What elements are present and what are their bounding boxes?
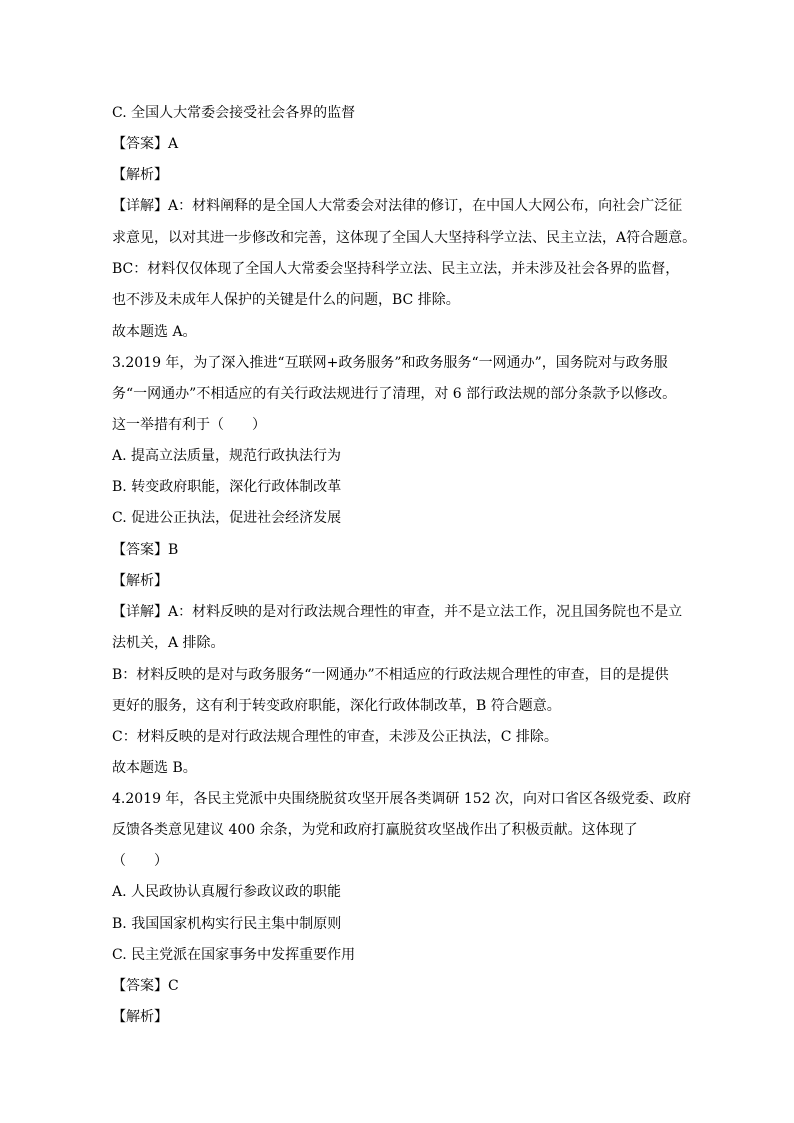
question-4-line-2: 反馈各类意见建议 400 余条，为党和政府打赢脱贫攻坚战作出了积极贡献。这体现了 [112, 822, 638, 838]
question-3-line-3: 这一举措有利于（ ） [112, 417, 266, 433]
option-b-q4: B. 我国国家机构实行民主集中制原则 [112, 916, 342, 932]
question-4-blank: （ ） [112, 853, 168, 869]
answer-q4: 【答案】C [112, 978, 179, 994]
detail-q3-line-5: C：材料反映的是对行政法规合理性的审查，未涉及公正执法，C 排除。 [112, 729, 558, 745]
option-c-q2: C. 全国人大常委会接受社会各界的监督 [112, 105, 356, 121]
detail-q2-line-3: BC：材料仅仅体现了全国人大常委会坚持科学立法、民主立法，并未涉及社会各界的监督， [112, 261, 680, 277]
option-b-q3: B. 转变政府职能，深化行政体制改革 [112, 479, 342, 495]
detail-q3-line-4: 更好的服务，这有利于转变政府职能，深化行政体制改革，B 符合题意。 [112, 698, 561, 714]
answer-q3: 【答案】B [112, 542, 179, 558]
option-c-q3: C. 促进公正执法，促进社会经济发展 [112, 510, 342, 526]
conclusion-q2: 故本题选 A。 [112, 324, 197, 340]
analysis-heading-q3: 【解析】 [112, 573, 168, 589]
option-a-q4: A. 人民政协认真履行参政议政的职能 [112, 884, 342, 900]
detail-q2-line-4: 也不涉及未成年人保护的关键是什么的问题，BC 排除。 [112, 292, 460, 308]
detail-q3-line-3: B：材料反映的是对与政务服务“一网通办”不相适应的行政法规合理性的审查，目的是提供 [112, 667, 669, 683]
analysis-heading-q4: 【解析】 [112, 1009, 168, 1025]
question-3-line-1: 3.2019 年，为了深入推进“互联网+政务服务”和政务服务“一网通办”，国务院对与政务服 [112, 355, 668, 371]
conclusion-q3: 故本题选 B。 [112, 760, 197, 776]
option-a-q3: A. 提高立法质量，规范行政执法行为 [112, 448, 342, 464]
detail-q2-line-2: 求意见，以对其进一步修改和完善，这体现了全国人大坚持科学立法、民主立法，A符合题意。 [112, 230, 697, 246]
question-4-line-1: 4.2019 年，各民主党派中央围绕脱贫攻坚开展各类调研 152 次，向对口省区各级党委、政府 [112, 791, 692, 807]
question-3-line-2: 务“一网通办”不相适应的有关行政法规进行了清理，对 6 部行政法规的部分条款予以修改。 [112, 386, 677, 402]
analysis-heading-q2: 【解析】 [112, 167, 168, 183]
answer-q2: 【答案】A [112, 136, 179, 152]
detail-q3-line-1: 【详解】A：材料反映的是对行政法规合理性的审查，并不是立法工作，况且国务院也不是立 [112, 604, 683, 620]
option-c-q4: C. 民主党派在国家事务中发挥重要作用 [112, 947, 356, 963]
detail-q3-line-2: 法机关，A 排除。 [112, 635, 225, 651]
detail-q2-line-1: 【详解】A：材料阐释的是全国人大常委会对法律的修订，在中国人大网公布，向社会广泛征 [112, 198, 683, 214]
